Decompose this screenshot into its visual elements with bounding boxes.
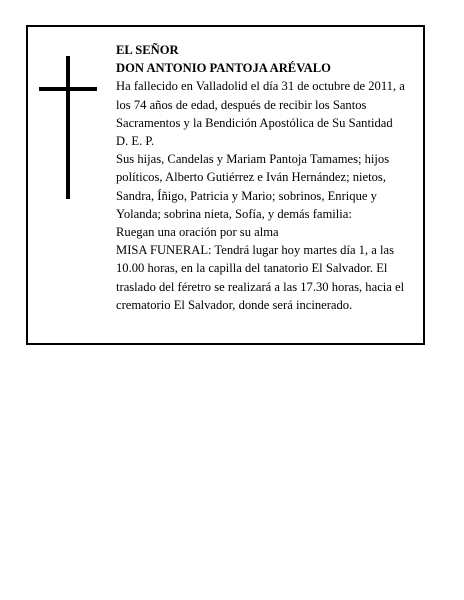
obituary-notice: [26, 25, 425, 345]
cross-horizontal-bar: [39, 87, 97, 91]
prayer-request: Ruegan una oración por su alma: [116, 225, 279, 240]
funeral-mass-details: MISA FUNERAL: Tendrá lugar hoy martes día 1, a las 10.00 horas, en la capilla del tanatorio El Salvador. El traslado del féretro se realizará a las 17.30 horas, hacia el crematorio El Salvador, donde será incinerado.: [116, 243, 405, 312]
cross-vertical-bar: [66, 56, 70, 199]
obituary-text: [116, 41, 422, 314]
deceased-name: DON ANTONIO PANTOJA ARÉVALO: [116, 61, 331, 76]
rip-abbreviation: D. E. P.: [116, 134, 155, 149]
cross-icon: [39, 56, 97, 199]
family-list: Sus hijas, Candelas y Mariam Pantoja Tamames; hijos políticos, Alberto Gutiérrez e Iván Hernández; nietos, Sandra, Íñigo, Patricia y Mario; sobrinos, Enrique y Yolanda; sobrina nieta, Sofía, y demás familia:: [116, 152, 390, 221]
obituary-title: EL SEÑOR: [116, 43, 179, 57]
death-notice: Ha fallecido en Valladolid el día 31 de octubre de 2011, a los 74 años de edad, después de recibir los Santos Sacramentos y la Bendición Apostólica de Su Santidad: [116, 79, 405, 130]
